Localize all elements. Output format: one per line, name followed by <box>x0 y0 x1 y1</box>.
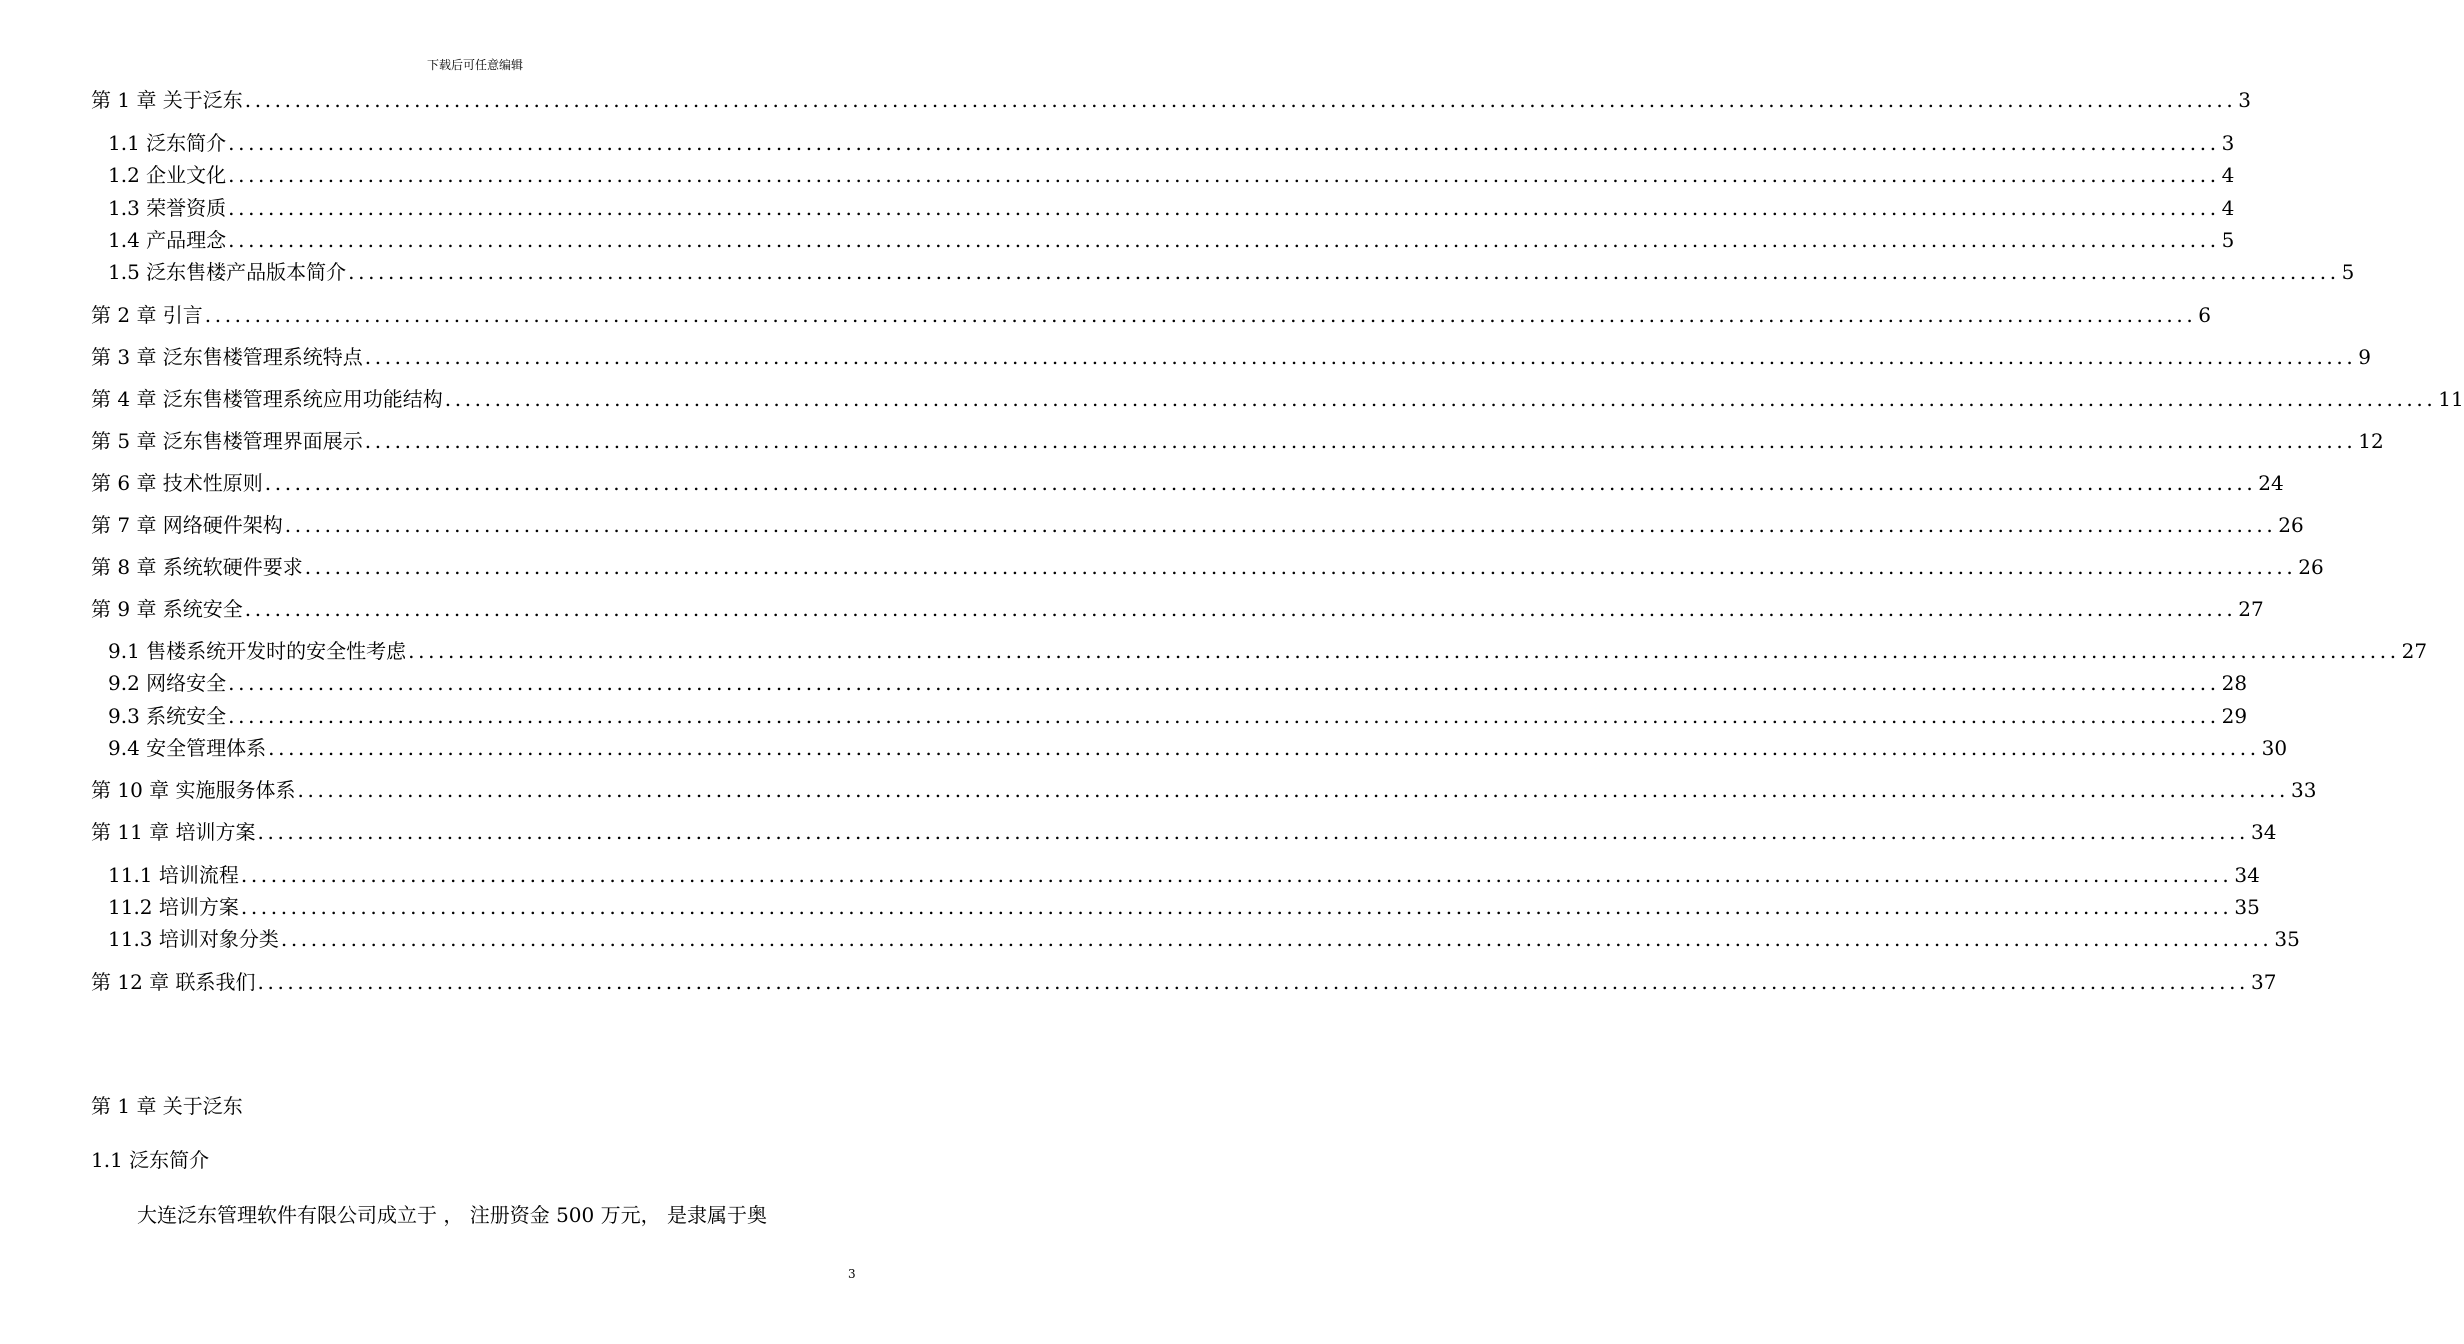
toc-entry-page: 24 <box>2258 471 2284 495</box>
toc-entry-page: 29 <box>2221 704 2248 728</box>
toc-dot-leader: ........................................................................................................................................................................................................ <box>268 736 2260 760</box>
toc-entry[interactable] <box>108 735 2288 761</box>
toc-entry-label: 第 6 章 技术性原则 <box>91 471 263 495</box>
toc-dot-leader: ........................................................................................................................................................................................................ <box>408 639 2400 663</box>
toc-entry-page: 27 <box>2401 639 2428 663</box>
toc-entry[interactable] <box>91 777 2317 803</box>
toc-entry-page: 35 <box>2274 927 2300 951</box>
toc-dot-leader: ........................................................................................................................................................................................................ <box>264 471 2257 495</box>
section-heading: 1.1 泛东简介 <box>91 1148 210 1172</box>
toc-dot-leader: ........................................................................................................................................................................................................ <box>257 820 2250 844</box>
toc-dot-leader: ........................................................................................................................................................................................................ <box>228 196 2220 220</box>
toc-entry[interactable] <box>108 638 2428 664</box>
toc-entry[interactable] <box>108 130 2235 156</box>
toc-entry[interactable] <box>108 894 2260 920</box>
toc-entry-page: 34 <box>2234 863 2260 887</box>
chapter-heading: 第 1 章 关于泛东 <box>91 1094 243 1118</box>
toc-entry-label: 11.1 培训流程 <box>108 863 239 887</box>
toc-dot-leader: ........................................................................................................................................................................................................ <box>228 704 2220 728</box>
toc-entry-label: 1.2 企业文化 <box>108 163 227 187</box>
toc-entry-page: 3 <box>2238 88 2252 112</box>
toc-entry[interactable] <box>108 259 2355 285</box>
toc-entry-label: 9.1 售楼系统开发时的安全性考虑 <box>108 639 407 663</box>
toc-entry-page: 4 <box>2221 163 2235 187</box>
toc-entry[interactable] <box>91 302 2212 328</box>
toc-entry[interactable] <box>91 969 2277 995</box>
toc-entry-label: 第 4 章 泛东售楼管理系统应用功能结构 <box>91 387 443 411</box>
page-header-note: 下载后可任意编辑 <box>426 58 523 72</box>
toc-dot-leader: ........................................................................................................................................................................................................ <box>364 429 2357 453</box>
toc-entry-page: 3 <box>2221 131 2235 155</box>
toc-entry-page: 34 <box>2251 820 2277 844</box>
toc-dot-leader: ........................................................................................................................................................................................................ <box>240 863 2233 887</box>
toc-entry[interactable] <box>91 819 2277 845</box>
toc-dot-leader: ........................................................................................................................................................................................................ <box>304 555 2297 579</box>
toc-entry-page: 26 <box>2298 555 2324 579</box>
toc-dot-leader: ........................................................................................................................................................................................................ <box>257 970 2250 994</box>
toc-entry[interactable] <box>91 428 2384 454</box>
toc-entry-label: 第 2 章 引言 <box>91 303 203 327</box>
page-number: 3 <box>848 1267 856 1281</box>
toc-dot-leader: ........................................................................................................................................................................................................ <box>364 345 2357 369</box>
toc-entry-label: 第 9 章 系统安全 <box>91 597 243 621</box>
toc-entry-page: 28 <box>2221 671 2248 695</box>
toc-entry-label: 1.3 荣誉资质 <box>108 196 227 220</box>
toc-entry-label: 1.4 产品理念 <box>108 228 227 252</box>
toc-entry-label: 11.3 培训对象分类 <box>108 927 279 951</box>
toc-dot-leader: ........................................................................................................................................................................................................ <box>348 260 2340 284</box>
toc-entry-label: 1.1 泛东简介 <box>108 131 227 155</box>
toc-dot-leader: ........................................................................................................................................................................................................ <box>280 927 2273 951</box>
toc-dot-leader: ........................................................................................................................................................................................................ <box>228 131 2220 155</box>
toc-entry[interactable] <box>108 227 2235 253</box>
toc-dot-leader: ........................................................................................................................................................................................................ <box>240 895 2233 919</box>
toc-entry-label: 第 10 章 实施服务体系 <box>91 778 296 802</box>
toc-dot-leader: ........................................................................................................................................................................................................ <box>297 778 2290 802</box>
toc-entry-page: 37 <box>2251 970 2277 994</box>
toc-entry[interactable] <box>91 470 2284 496</box>
toc-dot-leader: ........................................................................................................................................................................................................ <box>228 228 2220 252</box>
toc-dot-leader: ........................................................................................................................................................................................................ <box>228 163 2220 187</box>
toc-entry-label: 9.2 网络安全 <box>108 671 227 695</box>
toc-entry[interactable] <box>108 670 2248 696</box>
toc-entry-page: 5 <box>2221 228 2235 252</box>
toc-entry[interactable] <box>91 512 2304 538</box>
toc-entry-page: 5 <box>2341 260 2355 284</box>
toc-entry-label: 1.5 泛东售楼产品版本简介 <box>108 260 347 284</box>
toc-entry[interactable] <box>91 87 2252 113</box>
toc-entry[interactable] <box>91 596 2264 622</box>
toc-entry-label: 9.4 安全管理体系 <box>108 736 267 760</box>
toc-entry-page: 12 <box>2358 429 2384 453</box>
toc-entry[interactable] <box>108 162 2235 188</box>
toc-entry[interactable] <box>108 926 2300 952</box>
toc-entry[interactable] <box>108 703 2248 729</box>
toc-entry-page: 33 <box>2291 778 2317 802</box>
toc-entry[interactable] <box>91 554 2324 580</box>
toc-entry-label: 第 7 章 网络硬件架构 <box>91 513 283 537</box>
toc-entry-page: 4 <box>2221 196 2235 220</box>
toc-entry-page: 6 <box>2198 303 2212 327</box>
toc-entry-page: 27 <box>2238 597 2264 621</box>
toc-entry[interactable] <box>91 386 2464 412</box>
toc-entry-page: 11 <box>2438 387 2464 411</box>
toc-entry[interactable] <box>108 862 2260 888</box>
toc-entry-page: 26 <box>2278 513 2304 537</box>
toc-dot-leader: ........................................................................................................................................................................................................ <box>204 303 2197 327</box>
toc-entry[interactable] <box>91 344 2372 370</box>
toc-dot-leader: ........................................................................................................................................................................................................ <box>228 671 2220 695</box>
toc-dot-leader: ........................................................................................................................................................................................................ <box>244 88 2237 112</box>
toc-entry-label: 9.3 系统安全 <box>108 704 227 728</box>
toc-entry-label: 11.2 培训方案 <box>108 895 239 919</box>
toc-entry-label: 第 1 章 关于泛东 <box>91 88 243 112</box>
toc-entry-label: 第 3 章 泛东售楼管理系统特点 <box>91 345 363 369</box>
toc-entry[interactable] <box>108 195 2235 221</box>
toc-dot-leader: ........................................................................................................................................................................................................ <box>284 513 2277 537</box>
toc-dot-leader: ........................................................................................................................................................................................................ <box>444 387 2437 411</box>
body-paragraph: 大连泛东管理软件有限公司成立于 ， 注册资金 500 万元， 是隶属于奥 <box>137 1203 767 1227</box>
toc-entry-page: 35 <box>2234 895 2260 919</box>
toc-entry-page: 9 <box>2358 345 2372 369</box>
toc-entry-label: 第 5 章 泛东售楼管理界面展示 <box>91 429 363 453</box>
toc-dot-leader: ........................................................................................................................................................................................................ <box>244 597 2237 621</box>
toc-entry-label: 第 8 章 系统软硬件要求 <box>91 555 303 579</box>
toc-entry-page: 30 <box>2261 736 2288 760</box>
toc-entry-label: 第 12 章 联系我们 <box>91 970 256 994</box>
toc-entry-label: 第 11 章 培训方案 <box>91 820 256 844</box>
